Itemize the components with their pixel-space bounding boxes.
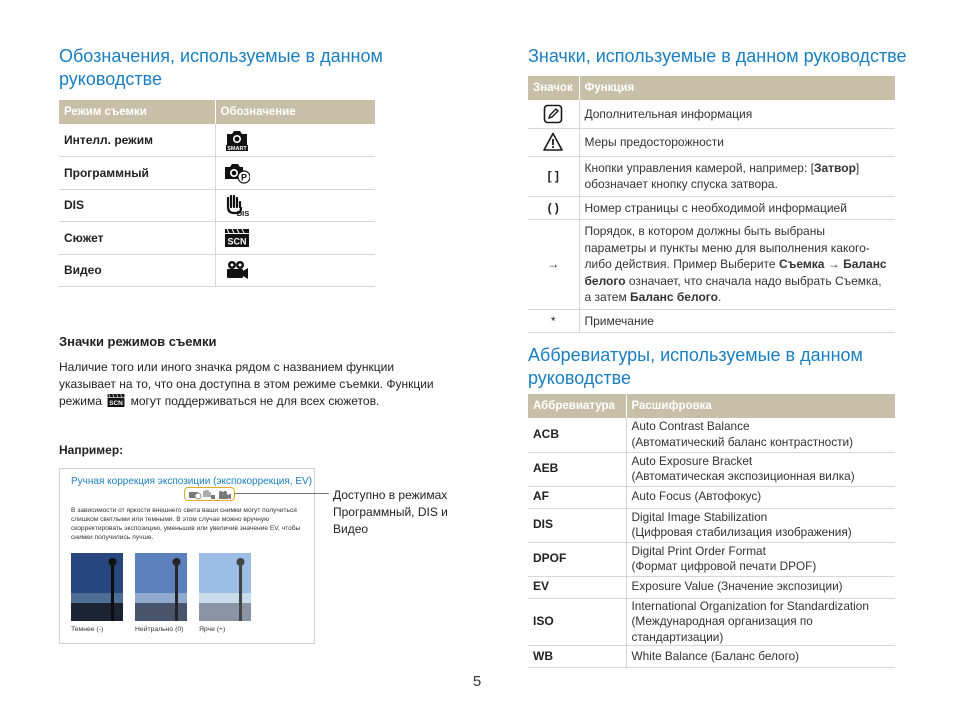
abbreviation: ISO xyxy=(528,598,626,646)
mode-name: Программный xyxy=(59,157,215,190)
warning-icon xyxy=(543,132,563,152)
example-page-preview xyxy=(59,468,315,644)
expansion xyxy=(626,646,895,668)
photo-caption: Темнее (-) xyxy=(71,626,104,633)
function-text xyxy=(579,156,895,196)
expansion-line: (Формат цифровой печати DPOF) xyxy=(631,559,817,573)
expansion-line: Auto Contrast Balance xyxy=(631,419,750,434)
symbol-cell: [ ] xyxy=(528,156,579,196)
table-row xyxy=(528,646,895,668)
page-number: 5 xyxy=(472,673,482,690)
column-header: Аббревиатура xyxy=(528,394,626,418)
available-mode-icons xyxy=(186,489,234,500)
icon-cell xyxy=(528,128,579,156)
abbreviation: WB xyxy=(528,646,626,668)
mode-name: Видео xyxy=(59,254,215,287)
expansion-line: (Автоматический баланс контрастности) xyxy=(631,434,854,449)
mode-icons-highlight xyxy=(184,487,235,501)
abbreviation: AEB xyxy=(528,452,626,486)
paragraph-part: могут поддерживаться не для всех сюжетов. xyxy=(130,394,380,408)
abbreviations-table xyxy=(528,394,895,668)
photo-neutral xyxy=(135,553,187,621)
table-row xyxy=(59,222,375,255)
photo-darker xyxy=(71,553,123,621)
expansion xyxy=(626,486,895,508)
photo-caption: Нейтрально (0) xyxy=(135,626,184,633)
paragraph-part: Наличие того или иного значка рядом с названием функции указывает на то, что она доступна в этом режиме съемки. Функции режима xyxy=(59,360,434,408)
abbreviation: EV xyxy=(528,576,626,598)
function-text: Меры предосторожности xyxy=(579,128,895,156)
table-header-row xyxy=(528,76,895,100)
expansion-line: (Автоматическая экспозиционная вилка) xyxy=(631,469,855,483)
function-text: Дополнительная информация xyxy=(579,100,895,128)
text-part: означает, что сначала надо выбрать Съемка, а затем xyxy=(584,273,882,304)
function-text: Номер страницы с необходимой информацией xyxy=(579,196,895,220)
mode-name: DIS xyxy=(59,189,215,222)
table-row xyxy=(528,576,895,598)
example-description: В зависимости от яркости внешнего света ваши снимки могут получиться слишком светлыми или темными. В этом случае можно вручную скорректировать экспозицию, уменьшив или увеличив значение EV, чтобы снимки получились лучше. xyxy=(71,507,301,541)
expansion-line: Auto Exposure Bracket xyxy=(631,453,753,468)
table-row xyxy=(528,100,895,128)
abbreviations-section-title: Аббревиатуры, используемые в данном руководстве xyxy=(528,345,863,388)
manual-icons-table xyxy=(528,76,895,333)
expansion-line: (Международная организация по стандартизации) xyxy=(631,614,813,644)
mode-icon-cell xyxy=(215,189,375,222)
column-header: Значок xyxy=(528,76,579,100)
text-part: . xyxy=(717,290,722,304)
expansion-line: Auto Focus (Автофокус) xyxy=(631,489,762,504)
expansion xyxy=(626,598,895,646)
svg-text:DIS: DIS xyxy=(236,209,249,218)
table-row xyxy=(528,309,895,333)
shooting-modes-table xyxy=(59,100,375,287)
photo-caption: Ярче (+) xyxy=(199,626,226,633)
left-section-title: Обозначения, используемые в данном руководстве xyxy=(59,46,383,89)
function-text: Примечание xyxy=(579,309,895,333)
table-row xyxy=(528,508,895,542)
table-row xyxy=(528,542,895,576)
shooting-mode-icons-heading: Значки режимов съемки xyxy=(59,334,217,349)
dis-mode-icon xyxy=(224,193,250,217)
symbol-cell: ( ) xyxy=(528,196,579,220)
dis-mode-icon xyxy=(204,490,215,499)
column-header: Функция xyxy=(579,76,895,100)
table-row xyxy=(528,418,895,452)
table-header-row xyxy=(528,394,895,418)
text-bold: Съемка → Баланс белого xyxy=(584,257,887,288)
table-row xyxy=(528,156,895,196)
expansion-line: (Цифровая стабилизация изображения) xyxy=(631,525,852,539)
mode-icon-cell xyxy=(215,124,375,157)
program-mode-icon xyxy=(224,161,250,185)
shooting-mode-icons-text xyxy=(59,359,439,410)
table-row xyxy=(528,486,895,508)
expansion-line: White Balance (Баланс белого) xyxy=(631,648,800,663)
expansion-line: Exposure Value (Значение экспозиции) xyxy=(631,579,843,594)
video-mode-icon xyxy=(224,258,250,282)
mode-icon-cell xyxy=(215,222,375,255)
table-row xyxy=(59,157,375,190)
mode-icon-cell xyxy=(215,157,375,190)
expansion-line: International Organization for Standardization xyxy=(631,598,869,613)
table-row xyxy=(59,189,375,222)
column-header: Обозначение xyxy=(215,100,375,124)
table-row xyxy=(528,128,895,156)
program-mode-icon xyxy=(189,492,201,499)
table-row xyxy=(59,254,375,287)
mode-name: Сюжет xyxy=(59,222,215,255)
example-title: Ручная коррекция экспозиции (экспокоррекция, EV) xyxy=(71,476,313,487)
symbol-cell: * xyxy=(528,309,579,333)
smart-mode-icon xyxy=(224,128,250,152)
icons-section-title: Значки, используемые в данном руководстве xyxy=(528,46,907,66)
table-row xyxy=(59,124,375,157)
table-row xyxy=(528,196,895,220)
expansion xyxy=(626,452,895,486)
symbol-cell: → xyxy=(528,220,579,310)
abbreviation: ACB xyxy=(528,418,626,452)
text-part: Порядок, в котором должны быть выбраны параметры и пункты меню для выполнения какого-либо действия. Пример Выберите xyxy=(584,224,870,271)
text-bold: Баланс белого xyxy=(630,290,718,304)
text-part: Кнопки управления камерой, например: [ xyxy=(584,160,814,175)
expansion-line: Digital Image Stabilization xyxy=(631,509,768,524)
abbreviation: AF xyxy=(528,486,626,508)
expansion xyxy=(626,542,895,576)
svg-text:SMART: SMART xyxy=(226,146,247,152)
table-row xyxy=(528,220,895,310)
scene-mode-icon xyxy=(107,394,125,407)
icon-cell xyxy=(528,100,579,128)
svg-text:SCN: SCN xyxy=(109,400,124,407)
mode-icon-cell xyxy=(215,254,375,287)
scene-mode-icon xyxy=(224,226,250,250)
expansion xyxy=(626,508,895,542)
svg-text:P: P xyxy=(240,172,247,183)
mode-name: Интелл. режим xyxy=(59,124,215,157)
photo-brighter xyxy=(199,553,251,621)
example-label: Например: xyxy=(59,443,124,457)
expansion-line: Digital Print Order Format xyxy=(631,543,766,558)
text-part: ] обозначает кнопку спуска затвора. xyxy=(584,160,860,191)
expansion xyxy=(626,418,895,452)
table-header-row xyxy=(59,100,375,124)
note-icon xyxy=(543,104,563,124)
video-mode-icon xyxy=(219,491,231,500)
svg-text:SCN: SCN xyxy=(226,236,247,247)
column-header: Расшифровка xyxy=(626,394,895,418)
column-header: Режим съемки xyxy=(59,100,215,124)
function-text xyxy=(579,220,895,310)
abbreviation: DPOF xyxy=(528,542,626,576)
expansion xyxy=(626,576,895,598)
table-row xyxy=(528,452,895,486)
callout-text: Доступно в режимах Программный, DIS и Видео xyxy=(333,488,448,536)
abbreviation: DIS xyxy=(528,508,626,542)
text-bold: Затвор xyxy=(813,160,856,175)
table-row xyxy=(528,598,895,646)
callout-line xyxy=(234,493,329,494)
